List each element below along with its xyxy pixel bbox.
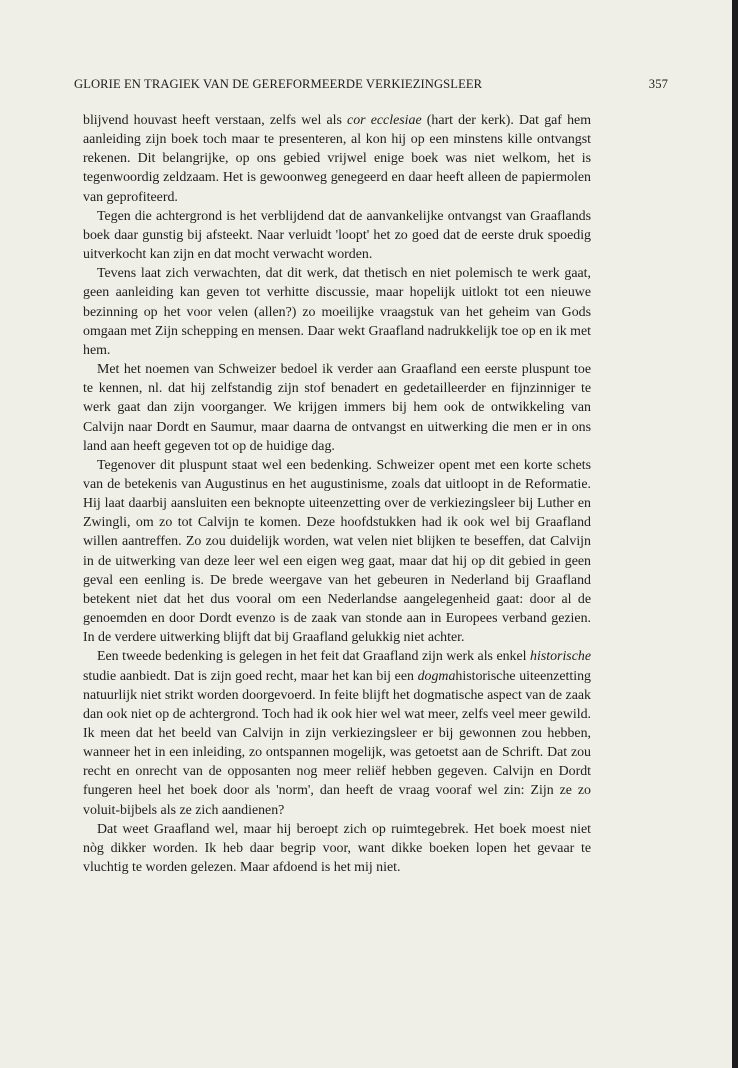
- running-title: GLORIE EN TRAGIEK VAN DE GEREFORMEERDE VERKIEZINGSLEER: [74, 77, 483, 91]
- paragraph: Tegen die achtergrond is het verblijdend dat de aanvankelijke ontvangst van Graaflands boek daar gunstig bij afsteekt. Naar verluidt 'loopt' het zo goed dat de eerste druk spoedig uitverkocht kan zijn en dat mocht verwacht worden.: [83, 208, 591, 263]
- page-edge: [732, 0, 738, 1068]
- page-number: 357: [648, 77, 668, 91]
- body-text: [83, 111, 591, 877]
- paragraph: Een tweede bedenking is gelegen in het feit dat Graafland zijn werk als enkel historische studie aanbiedt. Dat is zijn goed recht, maar het kan bij een dogmahistorische uiteenzetting natuurlijk niet strikt worden doorgevoerd. In feite blijft het dogmatische aspect van de zaak dan ook niet op de achtergrond. Toch had ik ook hier wel wat meer, zelfs veel meer gewild. Ik meen dat het beeld van Calvijn in zijn verkiezingsleer er bij gewonnen zou hebben, wanneer het in een inleiding, zo ontspannen mogelijk, was getoetst aan de Schrift. Dat zou recht en onrecht van de opposanten nog meer reliëf hebben gegeven. Calvijn en Dordt fungeren heel het boek door als 'norm', dan heeft de vraag vooraf wel zin: Zijn ze zo voluit-bijbels als ze zich aandienen?: [83, 649, 591, 818]
- paragraph: Tevens laat zich verwachten, dat dit werk, dat thetisch en niet polemisch te werk gaat, geen aanleiding kan geven tot verhitte discussie, maar hopelijk uitlokt tot een nieuwe bezinning op het voor velen (allen?) zo moeilijke vraagstuk van het geheim van Gods omgaan met Zijn schepping en mensen. Daar wekt Graafland nadrukkelijk toe op en ik met hem.: [83, 266, 591, 358]
- paragraph: Tegenover dit pluspunt staat wel een bedenking. Schweizer opent met een korte schets van de betekenis van Augustinus en het augustinisme, zoals dat uitloopt in de Reformatie. Hij laat daarbij aansluiten een beknopte uiteenzetting over de verkiezingsleer bij Luther en Zwingli, om zo tot Calvijn te komen. Deze hoofdstukken had ik ook wel bij Graafland willen aantreffen. Zo zou duidelijk worden, wat velen niet blijken te beseffen, dat Calvijn in de uitwerking van deze leer wel een eigen weg gaat, maar dat hij op dit gebied in geen geval een eenling is. De brede weergave van het gebeuren in Nederland bij Graafland betekent niet dat het dus vooral om een Nederlandse aangelegenheid gaat: door al de genoemden en door Dordt evenzo is de zaak van stonde aan in Europees verband gezien. In de verdere uitwerking blijft dat bij Graafland gelukkig niet achter.: [83, 457, 591, 646]
- emphasis: historische: [530, 649, 591, 665]
- paragraph: blijvend houvast heeft verstaan, zelfs wel als cor ecclesiae (hart der kerk). Dat gaf hem aanleiding zijn boek toch maar te presenteren, al kon hij op een minstens kille ontvangst rekenen. Dit belangrijke, op ons gebied vrijwel enige boek was niet welkom, het is tegenwoordig zeldzaam. Het is gewoonweg genegeerd en daar heeft alleen de papiermolen van geprofiteerd.: [83, 113, 592, 205]
- paragraph: Dat weet Graafland wel, maar hij beroept zich op ruimtegebrek. Het boek moest niet nòg dikker worden. Ik heb daar begrip voor, want dikke boeken lopen het gevaar te vluchtig te worden gelezen. Maar afdoend is het mij niet.: [83, 821, 591, 876]
- latin-term: cor ecclesiae: [347, 113, 422, 128]
- paragraph: Met het noemen van Schweizer bedoel ik verder aan Graafland een eerste pluspunt toe te kennen, nl. dat hij zelfstandig zijn stof benadert en gedetailleerder en fijnzinniger te werk gaat dan zijn voorganger. We krijgen immers bij hem ook de ontwikkeling van Calvijn naar Dordt en Saumur, maar daarna de ontvangst en uitwerking die men er in ons land aan heeft gegeven tot op de huidige dag.: [83, 362, 591, 454]
- emphasis: dogma: [417, 668, 456, 684]
- running-header: [74, 77, 668, 92]
